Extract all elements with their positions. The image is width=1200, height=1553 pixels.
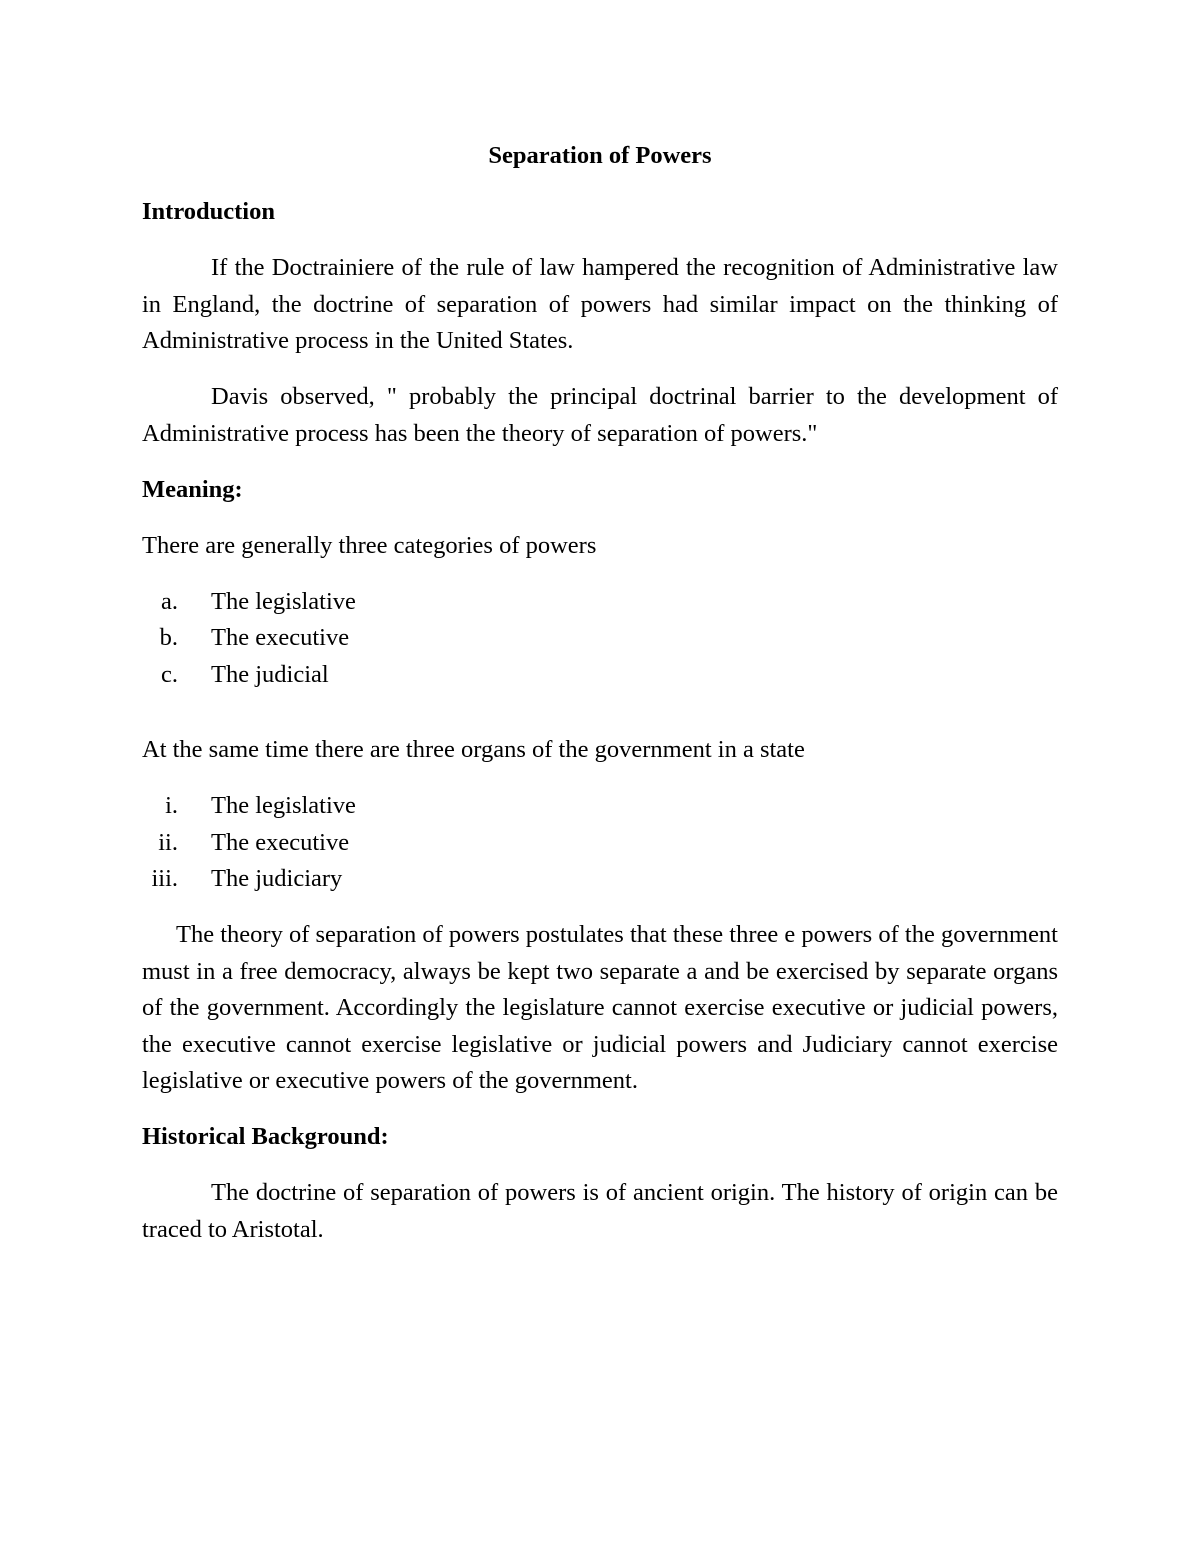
meaning-heading: Meaning: — [142, 475, 243, 503]
list-item-text: The legislative — [211, 792, 356, 819]
list-marker: iii. — [151, 865, 178, 892]
list-marker: c. — [161, 660, 178, 688]
list-marker: i. — [165, 792, 178, 819]
list-marker: b. — [159, 624, 178, 651]
document-title: Separation of Powers — [488, 142, 712, 169]
list-marker: ii. — [158, 828, 178, 856]
introduction-paragraph-1: If the Doctrainiere of the rule of law hampered the recognition of Administrative law in England, the doctrine of separation of powers had similar impact on the thinking of Administrative process in the United States. — [142, 254, 1058, 354]
list-item-text: The judiciary — [211, 865, 343, 892]
history-paragraph: The doctrine of separation of powers is of ancient origin. The history of origin can be traced to Aristotal. — [142, 1179, 1058, 1243]
list-item — [142, 657, 1058, 694]
history-heading: Historical Background: — [142, 1123, 389, 1150]
organs-intro: At the same time there are three organs of the government in a state — [142, 736, 805, 763]
list-item — [142, 861, 1058, 898]
theory-paragraph: The theory of separation of powers postulates that these three e powers of the government must in a free democracy, always be kept two separate a and be exercised by separate organs of the government. Accordingly the legislature cannot exercise executive or judicial powers, the executive cannot exercise legislative or judicial powers and Judiciary cannot exercise legislative or executive powers of the government. — [142, 921, 1058, 1094]
introduction-heading: Introduction — [142, 198, 275, 225]
document-page — [142, 138, 1058, 1268]
categories-intro: There are generally three categories of powers — [142, 531, 597, 559]
list-item-text: The legislative — [211, 587, 356, 615]
list-item-text: The executive — [211, 828, 350, 856]
list-item-text: The executive — [211, 624, 350, 651]
list-item — [142, 825, 1058, 862]
categories-list — [142, 584, 1058, 694]
list-item — [142, 788, 1058, 825]
list-item — [142, 620, 1058, 657]
organs-list — [142, 788, 1058, 898]
list-marker: a. — [161, 587, 178, 615]
list-item-text: The judicial — [211, 660, 329, 688]
introduction-paragraph-2: Davis observed, " probably the principal doctrinal barrier to the development of Administrative process has been the theory of separation of powers." — [142, 383, 1058, 447]
list-item — [142, 584, 1058, 621]
